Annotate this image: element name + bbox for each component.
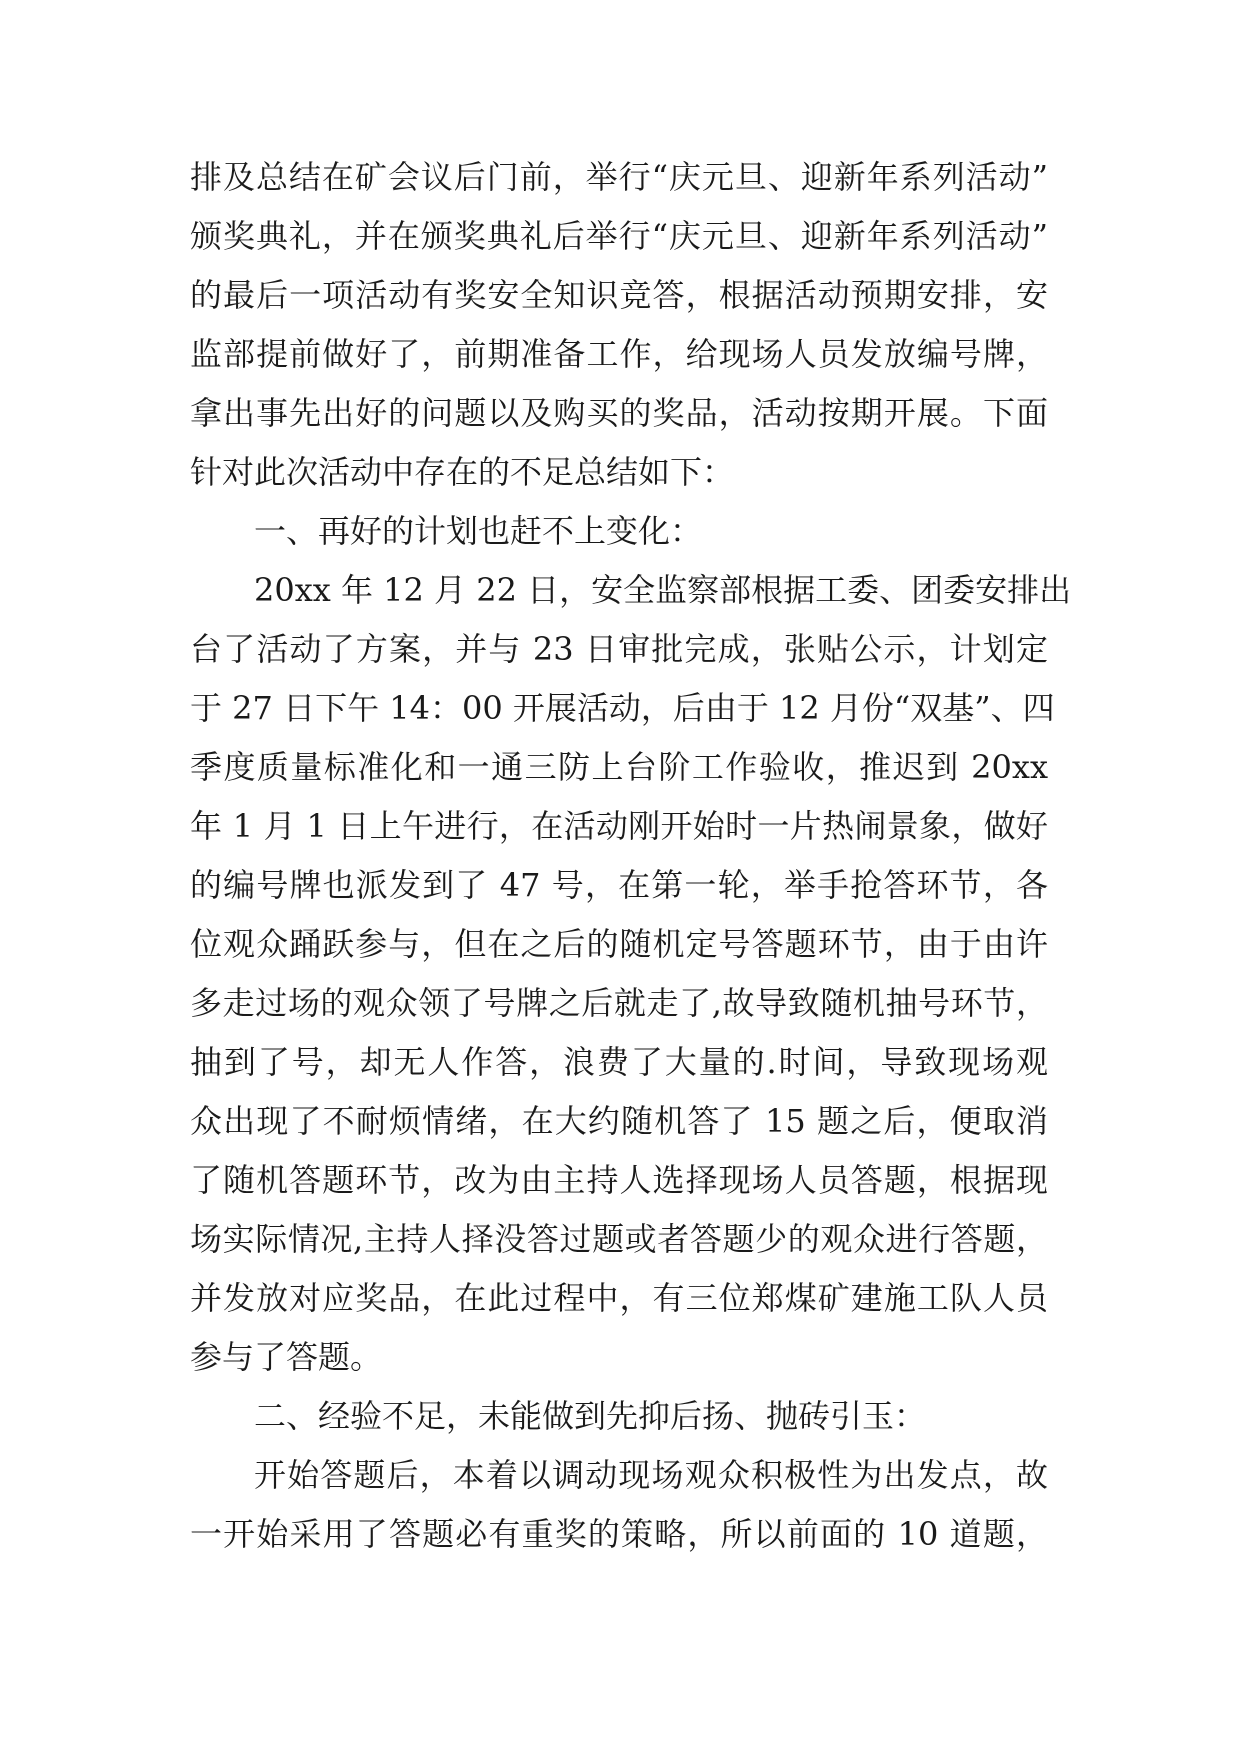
paragraph-line: 20xx 年 12 月 22 日，安全监察部根据工委、团委安排出 xyxy=(254,571,1072,609)
paragraph-line: 颁奖典礼，并在颁奖典礼后举行“庆元旦、迎新年系列活动” xyxy=(190,217,1048,255)
paragraph-line: 抽到了号，却无人作答，浪费了大量的.时间，导致现场观 xyxy=(190,1043,1048,1081)
paragraph-line: 参与了答题。 xyxy=(190,1338,383,1376)
section-heading-2: 二、经验不足，未能做到先抑后扬、抛砖引玉： xyxy=(254,1397,927,1435)
paragraph-line: 众出现了不耐烦情绪，在大约随机答了 15 题之后，便取消 xyxy=(190,1102,1048,1140)
paragraph-line: 位观众踊跃参与，但在之后的随机定号答题环节，由于由许 xyxy=(190,925,1048,963)
paragraph-line: 开始答题后，本着以调动现场观众积极性为出发点，故 xyxy=(254,1456,1048,1494)
section-heading-1: 一、再好的计划也赶不上变化： xyxy=(254,512,703,550)
paragraph-line: 的最后一项活动有奖安全知识竞答，根据活动预期安排，安 xyxy=(190,276,1048,314)
paragraph-line: 多走过场的观众领了号牌之后就走了,故导致随机抽号环节， xyxy=(190,984,1048,1022)
paragraph-line: 针对此次活动中存在的不足总结如下： xyxy=(190,453,735,491)
paragraph-line: 排及总结在矿会议后门前，举行“庆元旦、迎新年系列活动” xyxy=(190,158,1048,196)
paragraph-line: 台了活动了方案，并与 23 日审批完成，张贴公示，计划定 xyxy=(190,630,1048,668)
paragraph-line: 场实际情况,主持人择没答过题或者答题少的观众进行答题， xyxy=(190,1220,1048,1258)
document-body xyxy=(190,148,1072,1564)
paragraph-line: 一开始采用了答题必有重奖的策略，所以前面的 10 道题， xyxy=(190,1515,1048,1553)
paragraph-line: 年 1 月 1 日上午进行，在活动刚开始时一片热闹景象，做好 xyxy=(190,807,1048,845)
paragraph-line: 季度质量标准化和一通三防上台阶工作验收，推迟到 20xx xyxy=(190,748,1048,786)
paragraph-line: 的编号牌也派发到了 47 号，在第一轮，举手抢答环节，各 xyxy=(190,866,1048,904)
paragraph-line: 监部提前做好了，前期准备工作，给现场人员发放编号牌， xyxy=(190,335,1048,373)
paragraph-line: 拿出事先出好的问题以及购买的奖品，活动按期开展。下面 xyxy=(190,394,1048,432)
paragraph-line: 了随机答题环节，改为由主持人选择现场人员答题，根据现 xyxy=(190,1161,1048,1199)
paragraph-line: 于 27 日下午 14：00 开展活动，后由于 12 月份“双基”、四 xyxy=(190,689,1055,727)
paragraph-line: 并发放对应奖品，在此过程中，有三位郑煤矿建施工队人员 xyxy=(190,1279,1048,1317)
